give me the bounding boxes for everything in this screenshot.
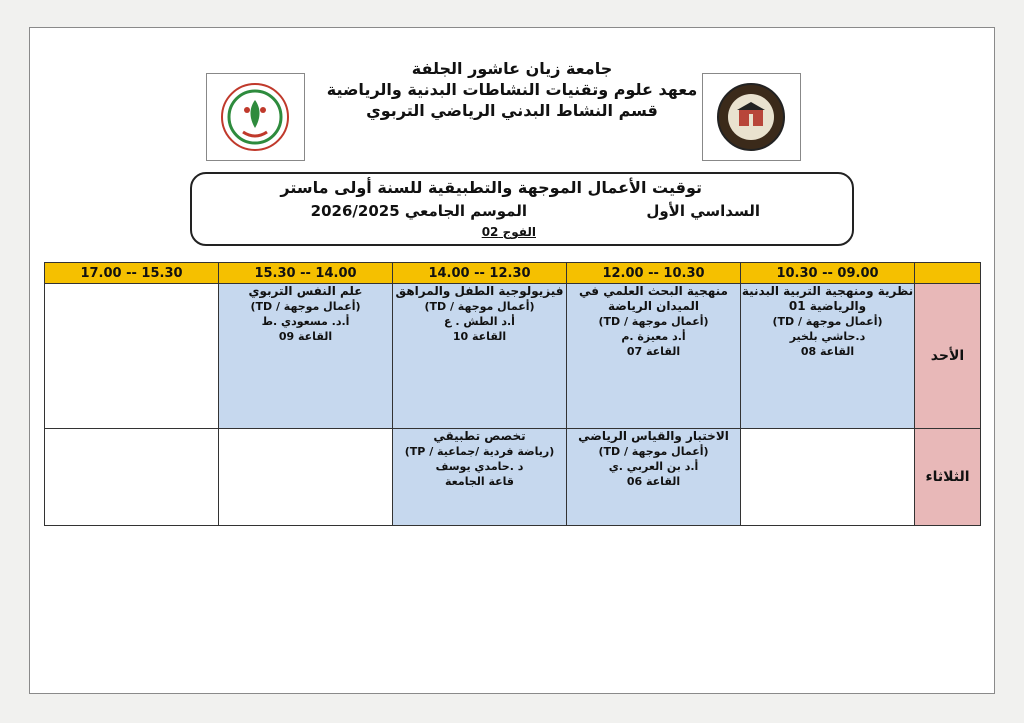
day-label: الثلاثاء [915,429,981,526]
course-room: القاعة 08 [800,345,855,358]
course-room: القاعة 07 [626,345,681,358]
course-name: منهجية البحث العلمي في الميدان الرياضة [579,284,728,313]
time-slot-header: 10.30 -- 09.00 [741,263,915,284]
header-corner [915,263,981,284]
course-type: (أعمال موجهة / TD) [772,315,883,328]
course-room: القاعة 10 [452,330,507,343]
course-type: (أعمال موجهة / TD) [424,300,535,313]
day-label: الأحد [915,284,981,429]
empty-session-cell [741,429,915,526]
empty-session-cell [219,429,393,526]
day-row [45,284,981,429]
session-cell [567,429,741,526]
season-label: الموسم الجامعي 2026/2025 [310,202,527,220]
empty-session-cell [45,284,219,429]
course-room: القاعة 06 [626,475,681,488]
institution-header [30,58,994,121]
group-label: الفوج 02 [481,225,536,239]
semester-label: السداسي الأول [646,202,760,220]
course-name: تخصص تطبيقي [433,429,526,443]
institute-name: معهد علوم وتقنيات النشاطات البدنية والرياضية [326,80,698,99]
page-sheet [29,27,995,694]
course-professor: أ.د الطش . ع [444,315,515,328]
course-type: (أعمال موجهة / TD) [598,445,709,458]
time-slot-header: 14.00 -- 12.30 [393,263,567,284]
course-professor: د.حاشي بلخير [789,330,866,343]
university-name: جامعة زيان عاشور الجلفة [411,59,613,78]
course-name: نظرية ومنهجية التربية البدنية والرياضية 01 [741,284,914,313]
course-professor: أ.د بن العربي .ي [608,460,699,473]
session-cell [219,284,393,429]
course-name: الاختبار والقياس الرياضي [578,429,729,443]
time-slot-header: 12.00 -- 10.30 [567,263,741,284]
department-name: قسم النشاط البدني الرياضي التربوي [366,101,658,120]
course-room: قاعة الجامعة [445,475,514,488]
time-slot-header: 17.00 -- 15.30 [45,263,219,284]
course-name: علم النفس التربوي [248,284,363,298]
day-row [45,429,981,526]
session-cell [741,284,915,429]
session-cell [393,284,567,429]
session-cell [567,284,741,429]
course-type: (أعمال موجهة / TD) [598,315,709,328]
course-type: (رياضة فردية /جماعية / TP) [404,445,555,458]
schedule-title: توقيت الأعمال الموجهة والتطبيقية للسنة أولى ماستر [280,178,702,197]
course-professor: أ.د. مسعودي .ط [261,315,350,328]
schedule-title-box [190,172,854,246]
course-type: (أعمال موجهة / TD) [250,300,361,313]
session-cell [393,429,567,526]
time-header-row [45,263,981,284]
course-professor: د .حامدي يوسف [435,460,524,473]
time-slot-header: 15.30 -- 14.00 [219,263,393,284]
course-name: فيزيولوجية الطفل والمراهق [395,284,564,298]
course-room: القاعة 09 [278,330,333,343]
empty-session-cell [45,429,219,526]
course-professor: أ.د معيزة .م [621,330,686,343]
schedule-table [44,262,981,526]
